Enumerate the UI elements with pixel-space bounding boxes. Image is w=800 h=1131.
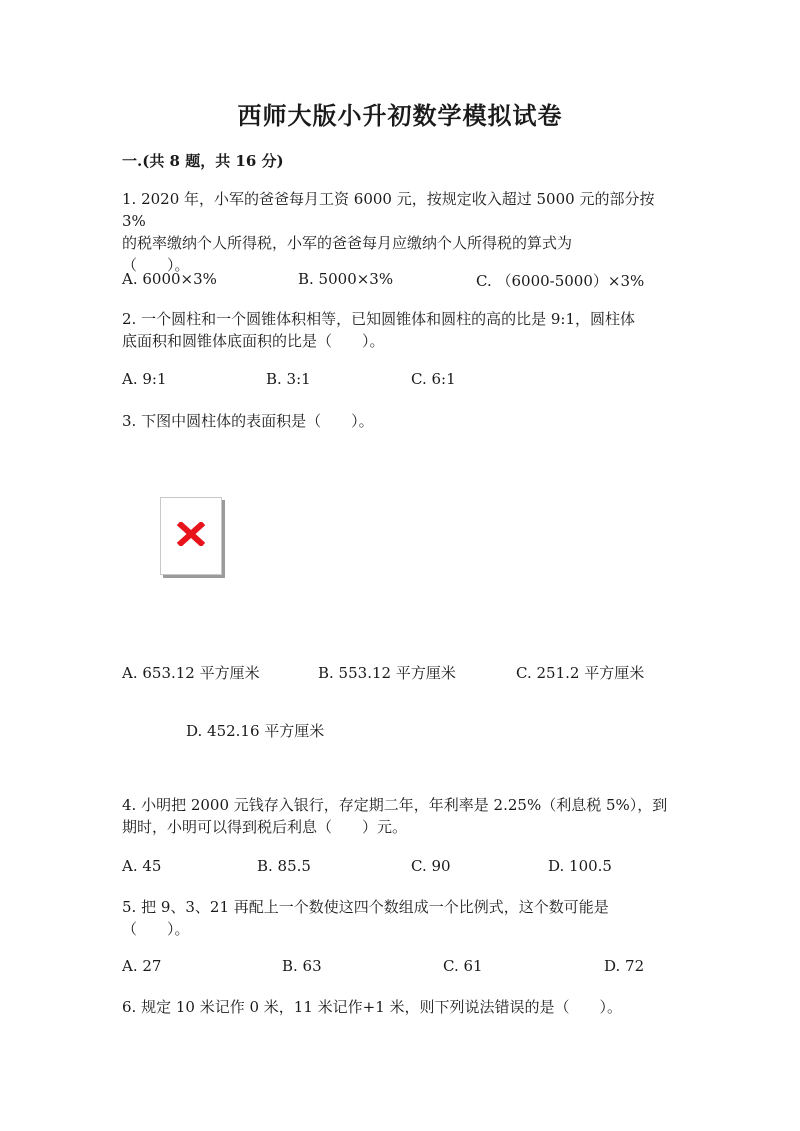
option-b[interactable]: B. 553.12 平方厘米 <box>318 664 456 682</box>
broken-image-icon <box>160 497 222 575</box>
question-5 <box>122 896 682 940</box>
question-line: 3. 下图中圆柱体的表面积是（ ）。 <box>122 412 374 430</box>
option-a[interactable]: A. 9:1 <box>122 370 167 388</box>
question-3 <box>122 410 682 432</box>
section-heading: 一.(共 8 题，共 16 分) <box>122 152 284 170</box>
question-6 <box>122 996 682 1018</box>
option-c[interactable]: C. 61 <box>443 957 483 975</box>
option-a[interactable]: A. 653.12 平方厘米 <box>122 664 260 682</box>
option-c[interactable]: C. （6000-5000）×3% <box>476 272 645 290</box>
option-d[interactable]: D. 452.16 平方厘米 <box>186 722 325 740</box>
question-line: 1. 2020 年，小军的爸爸每月工资 6000 元，按规定收入超过 5000 元的部分按 3% <box>122 190 655 230</box>
option-b[interactable]: B. 3:1 <box>266 370 311 388</box>
option-d[interactable]: D. 100.5 <box>548 857 612 875</box>
question-4 <box>122 794 682 838</box>
option-a[interactable]: A. 45 <box>122 857 162 875</box>
option-b[interactable]: B. 85.5 <box>257 857 311 875</box>
question-line: 6. 规定 10 米记作 0 米，11 米记作+1 米，则下列说法错误的是（ ）。 <box>122 998 623 1016</box>
option-b[interactable]: B. 5000×3% <box>298 270 394 288</box>
option-c[interactable]: C. 90 <box>411 857 451 875</box>
question-line: 2. 一个圆柱和一个圆锥体积相等，已知圆锥体和圆柱的高的比是 9:1，圆柱体 <box>122 310 635 328</box>
question-line: 4. 小明把 2000 元钱存入银行，存定期二年，年利率是 2.25%（利息税 5%），到 <box>122 796 668 814</box>
question-line: （ ）。 <box>122 256 190 274</box>
question-line: 底面积和圆锥体底面积的比是（ ）。 <box>122 332 385 350</box>
option-c[interactable]: C. 6:1 <box>411 370 456 388</box>
question-2 <box>122 308 682 352</box>
question-line: 5. 把 9、3、21 再配上一个数使这四个数组成一个比例式，这个数可能是 <box>122 898 609 916</box>
option-a[interactable]: A. 6000×3% <box>122 270 217 288</box>
option-a[interactable]: A. 27 <box>122 957 162 975</box>
question-line: （ ）。 <box>122 920 190 938</box>
question-1 <box>122 188 682 276</box>
question-line: 期时，小明可以得到税后利息（ ）元。 <box>122 818 408 836</box>
option-d[interactable]: D. 72 <box>604 957 645 975</box>
option-c[interactable]: C. 251.2 平方厘米 <box>516 664 645 682</box>
question-line: 的税率缴纳个人所得税，小军的爸爸每月应缴纳个人所得税的算式为 <box>122 234 573 252</box>
option-b[interactable]: B. 63 <box>282 957 322 975</box>
red-x-icon <box>177 522 205 546</box>
page-title: 西师大版小升初数学模拟试卷 <box>237 101 563 130</box>
